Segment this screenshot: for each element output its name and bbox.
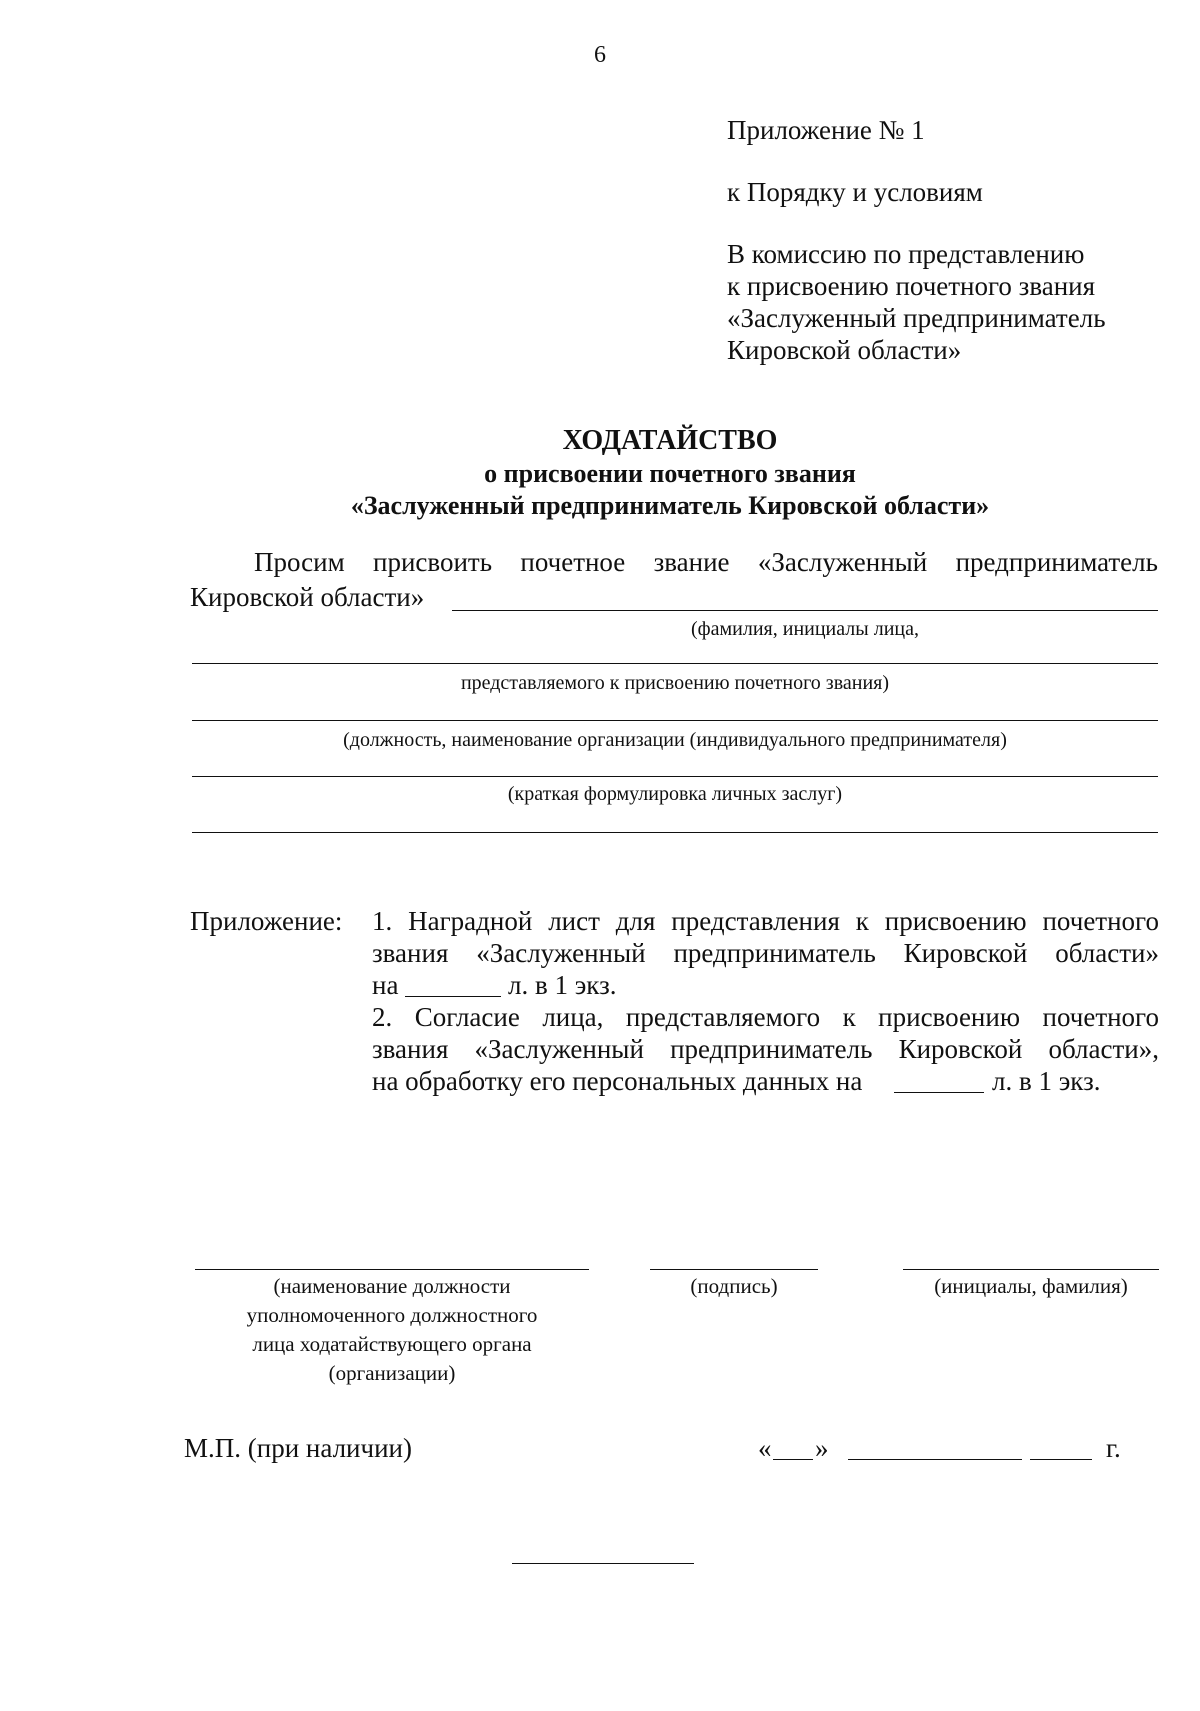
attachment-word: Наградной <box>408 906 533 936</box>
position-fill-line <box>192 720 1158 721</box>
attachment-1-pages-fill-line <box>405 996 501 997</box>
attachment-word: звания <box>372 938 449 968</box>
date-day-fill-line <box>773 1459 813 1460</box>
attachment-word: 1. <box>372 906 393 936</box>
attachment-word: Кировской <box>898 1034 1023 1064</box>
attachment-1-line-3-prefix: на <box>372 970 399 1000</box>
request-word: Просим <box>254 547 345 577</box>
attachment-word: лица, <box>542 1002 604 1032</box>
attachment-word: лист <box>548 906 600 936</box>
attachment-word: к <box>855 906 869 936</box>
attachment-word: Кировской <box>903 938 1028 968</box>
position-caption-line: (организации) <box>328 1361 456 1385</box>
closing-separator <box>512 1563 694 1564</box>
attachment-word: звания <box>372 1034 449 1064</box>
stamp-label: М.П. (при наличии) <box>184 1433 412 1463</box>
document-subtitle-2: «Заслуженный предприниматель Кировской области» <box>350 491 990 520</box>
addressee-line-4: Кировской области» <box>727 335 962 365</box>
attachment-2-line-3-suffix: л. в 1 экз. <box>992 1066 1101 1096</box>
signature-line <box>650 1269 818 1270</box>
date-year-fill-line <box>1030 1459 1092 1460</box>
attachment-2-pages-fill-line <box>894 1092 984 1093</box>
date-month-fill-line <box>848 1459 1022 1460</box>
name-signature-line <box>903 1269 1159 1270</box>
attachment-word: 2. <box>372 1002 393 1032</box>
attachment-word: предприниматель <box>670 1034 873 1064</box>
addressee-line-1: В комиссию по представлению <box>727 239 1085 269</box>
appendix-number: Приложение № 1 <box>727 115 925 145</box>
addressee-line-2: к присвоению почетного звания <box>727 271 1096 301</box>
attachment-word: области» <box>1055 938 1159 968</box>
attachment-word: «Заслуженный <box>474 1034 644 1064</box>
attachment-2-line-1 <box>372 1002 1159 1033</box>
document-title: ХОДАТАЙСТВО <box>562 425 778 456</box>
attachment-word: для <box>615 906 656 936</box>
attachment-1-line-1 <box>372 906 1159 937</box>
attachment-word: к <box>842 1002 856 1032</box>
attachment-1-line-3-suffix: л. в 1 экз. <box>508 970 617 1000</box>
attachment-word: области», <box>1048 1034 1159 1064</box>
signature-caption: (подпись) <box>690 1274 778 1298</box>
attachment-word: Согласие <box>414 1002 520 1032</box>
page-number: 6 <box>594 42 606 68</box>
request-word: «Заслуженный <box>757 547 928 577</box>
appendix-reference: к Порядку и условиям <box>727 177 983 207</box>
attachment-word: представляемого <box>625 1002 821 1032</box>
attachment-2-line-2 <box>372 1034 1159 1065</box>
position-caption-line: уполномоченного должностного <box>246 1303 538 1327</box>
name-signature-caption: (инициалы, фамилия) <box>934 1274 1128 1298</box>
request-word: предприниматель <box>955 547 1158 577</box>
name-caption: (фамилия, инициалы лица, <box>691 618 919 640</box>
attachment-word: «Заслуженный <box>476 938 646 968</box>
year-suffix: г. <box>1106 1433 1121 1463</box>
document-subtitle-1: о присвоении почетного звания <box>484 459 856 488</box>
addressee-line-3: «Заслуженный предприниматель <box>727 303 1106 333</box>
merits-caption: (краткая формулировка личных заслуг) <box>507 783 843 805</box>
name-fill-line <box>452 610 1158 611</box>
request-word: почетное <box>520 547 626 577</box>
merits-fill-line <box>192 776 1158 777</box>
attachment-word: присвоению <box>878 1002 1021 1032</box>
attachment-word: почетного <box>1042 1002 1159 1032</box>
name-fill-line-2 <box>192 663 1158 664</box>
request-line-2: Кировской области» <box>190 582 425 612</box>
name-caption-cont: представляемого к присвоению почетного звания) <box>460 672 890 694</box>
position-signature-caption <box>195 1272 589 1388</box>
date-quote-close: » <box>815 1433 829 1463</box>
merits-fill-line-2 <box>192 832 1158 833</box>
attachment-word: предприниматель <box>673 938 876 968</box>
request-word: звание <box>653 547 730 577</box>
attachment-1-line-2 <box>372 938 1159 969</box>
position-caption-line: лица ходатайствующего органа <box>252 1332 532 1356</box>
attachment-2-line-3-prefix: на обработку его персональных данных на <box>372 1066 863 1096</box>
position-caption-line: (наименование должности <box>273 1274 511 1298</box>
request-word: присвоить <box>373 547 493 577</box>
attachments-label: Приложение: <box>190 906 343 936</box>
attachment-word: присвоению <box>884 906 1027 936</box>
position-caption: (должность, наименование организации (индивидуального предпринимателя) <box>343 729 1007 751</box>
position-signature-line <box>195 1269 589 1270</box>
attachment-word: представления <box>671 906 840 936</box>
date-quote-open: « <box>758 1433 772 1463</box>
attachment-word: почетного <box>1042 906 1159 936</box>
request-line-1 <box>254 547 1158 578</box>
